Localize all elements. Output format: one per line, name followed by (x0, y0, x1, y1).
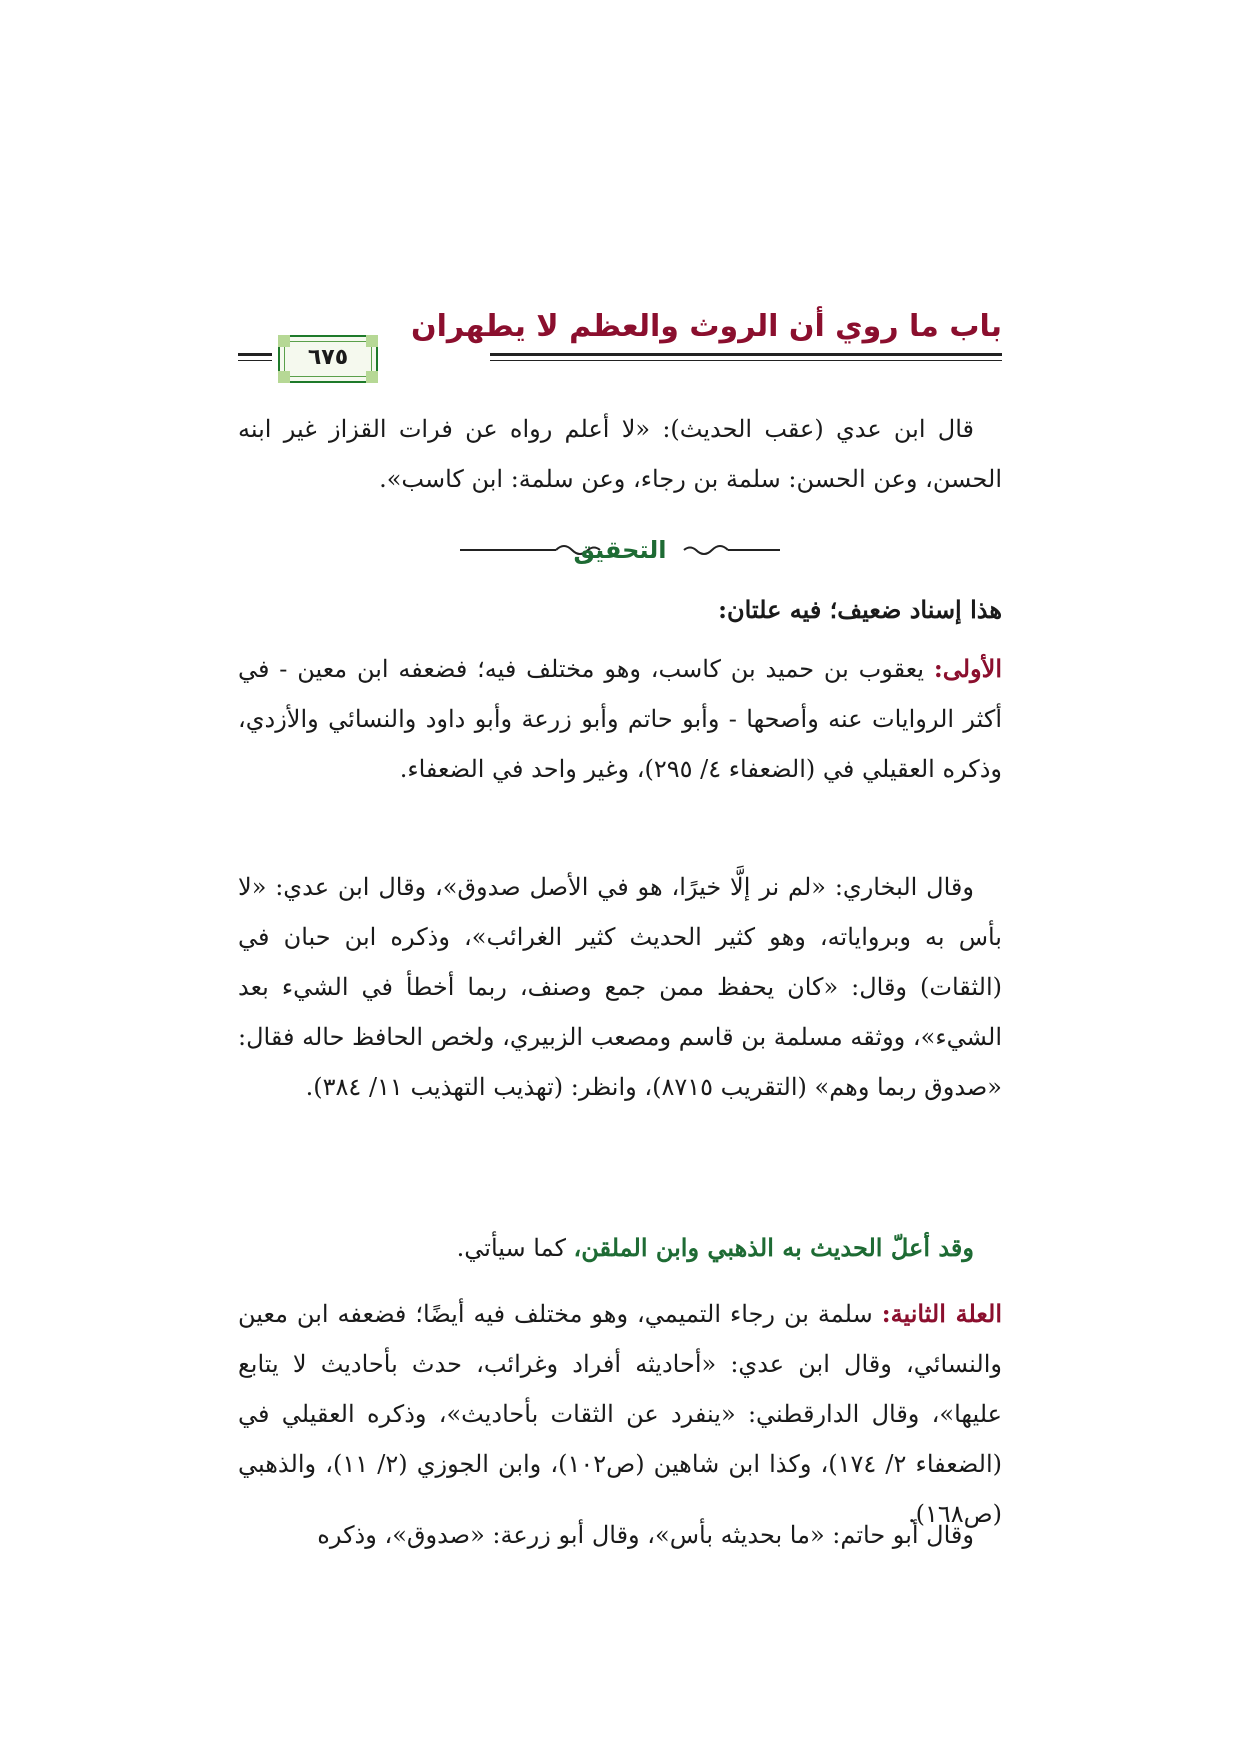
ornament-corner (278, 371, 290, 383)
ornament-corner (366, 371, 378, 383)
illal-paragraph (238, 1223, 1002, 1273)
header-rule-left (238, 353, 272, 356)
header-rule-left-thin (238, 360, 272, 361)
cause-two-paragraph (238, 1289, 1002, 1539)
cause-two-text: سلمة بن رجاء التميمي، وهو مختلف فيه أيضًا؛ فضعفه ابن معين والنسائي، وقال ابن عدي: «أحاديثه أفراد وغرائب، حدث بأحاديث لا يتابع عليها»، وقال الدارقطني: «ينفرد عن الثقات بأحاديث»، وذكره العقيلي في (الضعفاء ٢/ ١٧٤)، وكذا ابن شاهين (ص١٠٢)، وابن الجوزي (٢/ ١١)، والذهبي (ص١٦٨). (238, 1300, 1003, 1528)
cause-one-paragraph (238, 644, 1002, 794)
abu-hatim-paragraph: وقال أبو حاتم: «ما بحديثه بأس»، وقال أبو زرعة: «صدوق»، وذكره (317, 1521, 974, 1549)
summary-line: هذا إسناد ضعيف؛ فيه علتان: (718, 595, 1002, 624)
page-number-badge (278, 335, 378, 383)
section-heading: التحقيق (573, 536, 667, 564)
illal-highlight: وقد أعلّ الحديث به الذهبي وابن الملقن، (573, 1233, 974, 1262)
illal-rest: كما سيأتي. (456, 1234, 574, 1262)
running-header (238, 309, 1002, 370)
cause-two-label: العلة الثانية: (881, 1299, 1002, 1328)
cause-one-text: يعقوب بن حميد بن كاسب، وهو مختلف فيه؛ فضعفه ابن معين - في أكثر الروايات عنه وأصحها - وأبو حاتم وأبو زرعة وأبو داود والنسائي والأزدي، وذكره العقيلي في (الضعفاء ٤/ ٢٩٥)، وغير واحد في الضعفاء. (238, 655, 1002, 783)
page-number: ٦٧٥ (307, 345, 349, 370)
section-divider (238, 530, 1002, 570)
cause-one-label: الأولى: (933, 654, 1002, 683)
header-rule-thin (490, 360, 1002, 361)
header-rule (490, 353, 1002, 356)
bukhari-paragraph: وقال البخاري: «لم نر إلَّا خيرًا، هو في الأصل صدوق»، وقال ابن عدي: «لا بأس به وبرواياته، وهو كثير الحديث كثير الغرائب»، وذكره ابن حبان في (الثقات) وقال: «كان يحفظ ممن جمع وصنف، ربما أخطأ في الشيء بعد الشيء»، ووثقه مسلمة بن قاسم ومصعب الزبيري، ولخص الحافظ حاله فقال: «صدوق ربما وهم» (التقريب ٨٧١٥)، وانظر: (تهذيب التهذيب ١١/ ٣٨٤). (238, 873, 1002, 1101)
intro-paragraph: قال ابن عدي (عقب الحديث): «لا أعلم رواه عن فرات القزاز غير ابنه الحسن، وعن الحسن: سلمة بن رجاء، وعن سلمة: ابن كاسب». (238, 415, 1002, 493)
chapter-title: باب ما روي أن الروث والعظم لا يطهران (411, 309, 1002, 344)
